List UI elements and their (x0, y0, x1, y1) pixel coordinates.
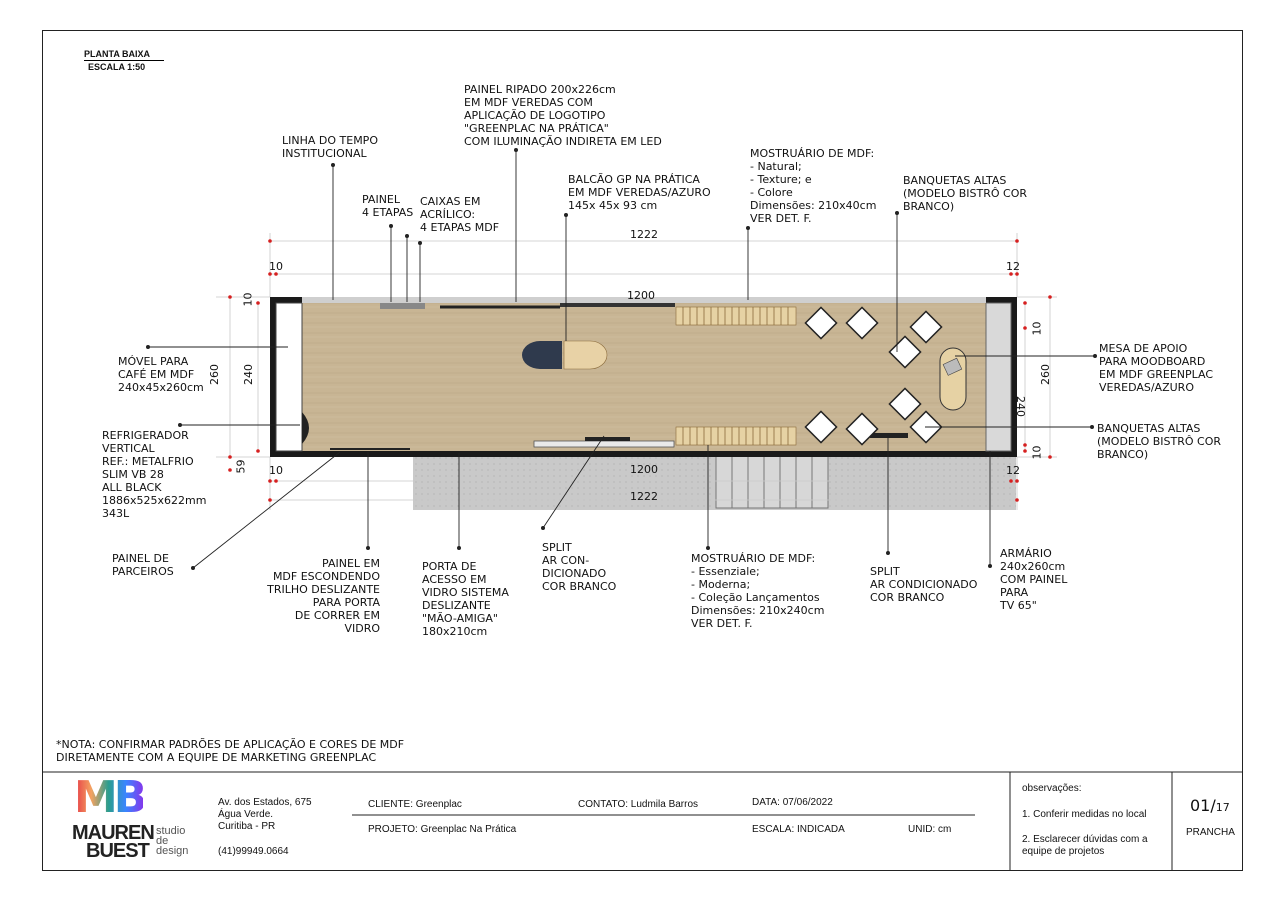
external-deck (413, 456, 1016, 510)
cabinet-right (986, 303, 1011, 451)
sheet-total: 17 (1215, 801, 1230, 814)
logo-mark: MB (74, 772, 144, 823)
obs-title: observações: (1022, 783, 1082, 794)
counter-dark (522, 341, 562, 369)
cliente: CLIENTE: Greenplac (368, 799, 462, 810)
logo-name-2: BUEST (86, 840, 149, 862)
split-ac-right (870, 433, 908, 438)
dim-bottom-left: 59 (234, 459, 248, 474)
label-porta: PORTA DE ACESSO EM VIDRO SISTEMA DESLIZANTE "MÃO-AMIGA" 180x210cm (422, 560, 509, 638)
dim-top-inner: 1200 (627, 289, 655, 302)
label-painel-parceiros: PAINEL DE PARCEIROS (112, 552, 174, 578)
dim-left-wall: 10 (241, 292, 255, 307)
label-split-left: SPLIT AR CON- DICIONADO COR BRANCO (542, 541, 617, 593)
label-armario: ARMÁRIO 240x260cm COM PAINEL PARA TV 65" (1000, 547, 1068, 612)
logo-name-1: MAUREN (72, 822, 154, 844)
counter-light (564, 341, 607, 369)
sheet-num: 01/ (1190, 796, 1216, 815)
dim-right-height: 260 (1039, 364, 1052, 385)
label-painel-etapas: PAINEL 4 ETAPAS (362, 193, 414, 219)
dim-right-inner: 240 (1014, 396, 1027, 417)
label-balcao: BALCÃO GP NA PRÁTICA EM MDF VEREDAS/AZURO 145x 45x 93 cm (568, 173, 711, 212)
dim-bottom-offset-right: 12 (1006, 464, 1020, 477)
label-mostruario-bottom: MOSTRUÁRIO DE MDF: - Essenziale; - Moderna; - Coleção Lançamentos Dimensões: 210x240cm VER DET. F. (691, 552, 825, 630)
label-painel-mdf: PAINEL EM MDF ESCONDENDO TRILHO DESLIZANTE PARA PORTA DE CORRER EM VIDRO (267, 557, 380, 635)
label-banquetas-top: BANQUETAS ALTAS (MODELO BISTRÔ COR BRANCO) (903, 174, 1028, 213)
sheet-label: PRANCHA (1186, 827, 1235, 838)
label-linha-tempo: LINHA DO TEMPO INSTITUCIONAL (282, 134, 378, 160)
acrylic-boxes (380, 303, 425, 309)
dim-bottom-inner: 1200 (630, 463, 658, 476)
note: *NOTA: CONFIRMAR PADRÕES DE APLICAÇÃO E CORES DE MDF DIRETAMENTE COM A EQUIPE DE MARKETING GREENPLAC (56, 738, 405, 764)
mdf-display-top (676, 307, 796, 325)
projeto: PROJETO: Greenplac Na Prática (368, 824, 517, 835)
dim-right-offset: 12 (1006, 260, 1020, 273)
dim-left-inner: 240 (242, 364, 255, 385)
split-ac-left (585, 437, 630, 441)
logo-studio: studio de design (156, 825, 189, 857)
label-movel-cafe: MÓVEL PARA CAFÉ EM MDF 240x45x260cm (118, 355, 204, 394)
dim-right-top-wall: 10 (1030, 321, 1044, 336)
cafe-furniture (276, 303, 302, 451)
unid: UNID: cm (908, 824, 952, 835)
label-mostruario-top: MOSTRUÁRIO DE MDF: - Natural; - Texture; e - Colore Dimensões: 210x40cm VER DET. F. (750, 147, 877, 225)
dim-right-bottom-wall: 10 (1030, 445, 1044, 460)
wood-floor (302, 303, 986, 451)
logo (72, 772, 197, 868)
mdf-display-bottom (676, 427, 796, 445)
dim-bottom-offset-left: 10 (269, 464, 283, 477)
data: DATA: 07/06/2022 (752, 797, 833, 808)
contato: CONTATO: Ludmila Barros (578, 799, 699, 810)
obs-1: 1. Conferir medidas no local (1022, 809, 1147, 820)
label-mesa-apoio: MESA DE APOIO PARA MOODBOARD EM MDF GREENPLAC VEREDAS/AZURO (1099, 342, 1214, 394)
phone: (41)99949.0664 (218, 846, 289, 857)
sheet-number (1190, 796, 1230, 815)
label-banquetas-right: BANQUETAS ALTAS (MODELO BISTRÔ COR BRANCO) (1097, 422, 1222, 461)
plan-title: PLANTA BAIXA (84, 49, 164, 61)
address: Av. dos Estados, 675 Água Verde. Curitiba - PR (218, 797, 312, 832)
dim-top-total: 1222 (630, 228, 658, 241)
label-refrigerador: REFRIGERADOR VERTICAL REF.: METALFRIO SLIM VB 28 ALL BLACK 1886x525x622mm 343L (102, 429, 207, 520)
dim-left-height: 260 (208, 364, 221, 385)
plan-scale: ESCALA 1:50 (88, 62, 146, 72)
escala: ESCALA: INDICADA (752, 824, 845, 835)
obs-2: 2. Esclarecer dúvidas com a equipe de projetos (1022, 834, 1148, 857)
label-caixas-acrilico: CAIXAS EM ACRÍLICO: 4 ETAPAS MDF (420, 195, 500, 234)
label-painel-ripado: PAINEL RIPADO 200x226cm EM MDF VEREDAS COM APLICAÇÃO DE LOGOTIPO "GREENPLAC NA PRÁTICA" COM ILUMINAÇÃO INDIRETA EM LED (464, 83, 662, 148)
dim-left-offset: 10 (269, 260, 283, 273)
dim-bottom-total: 1222 (630, 490, 658, 503)
support-table (940, 348, 966, 410)
label-split-right: SPLIT AR CONDICIONADO COR BRANCO (870, 565, 978, 604)
